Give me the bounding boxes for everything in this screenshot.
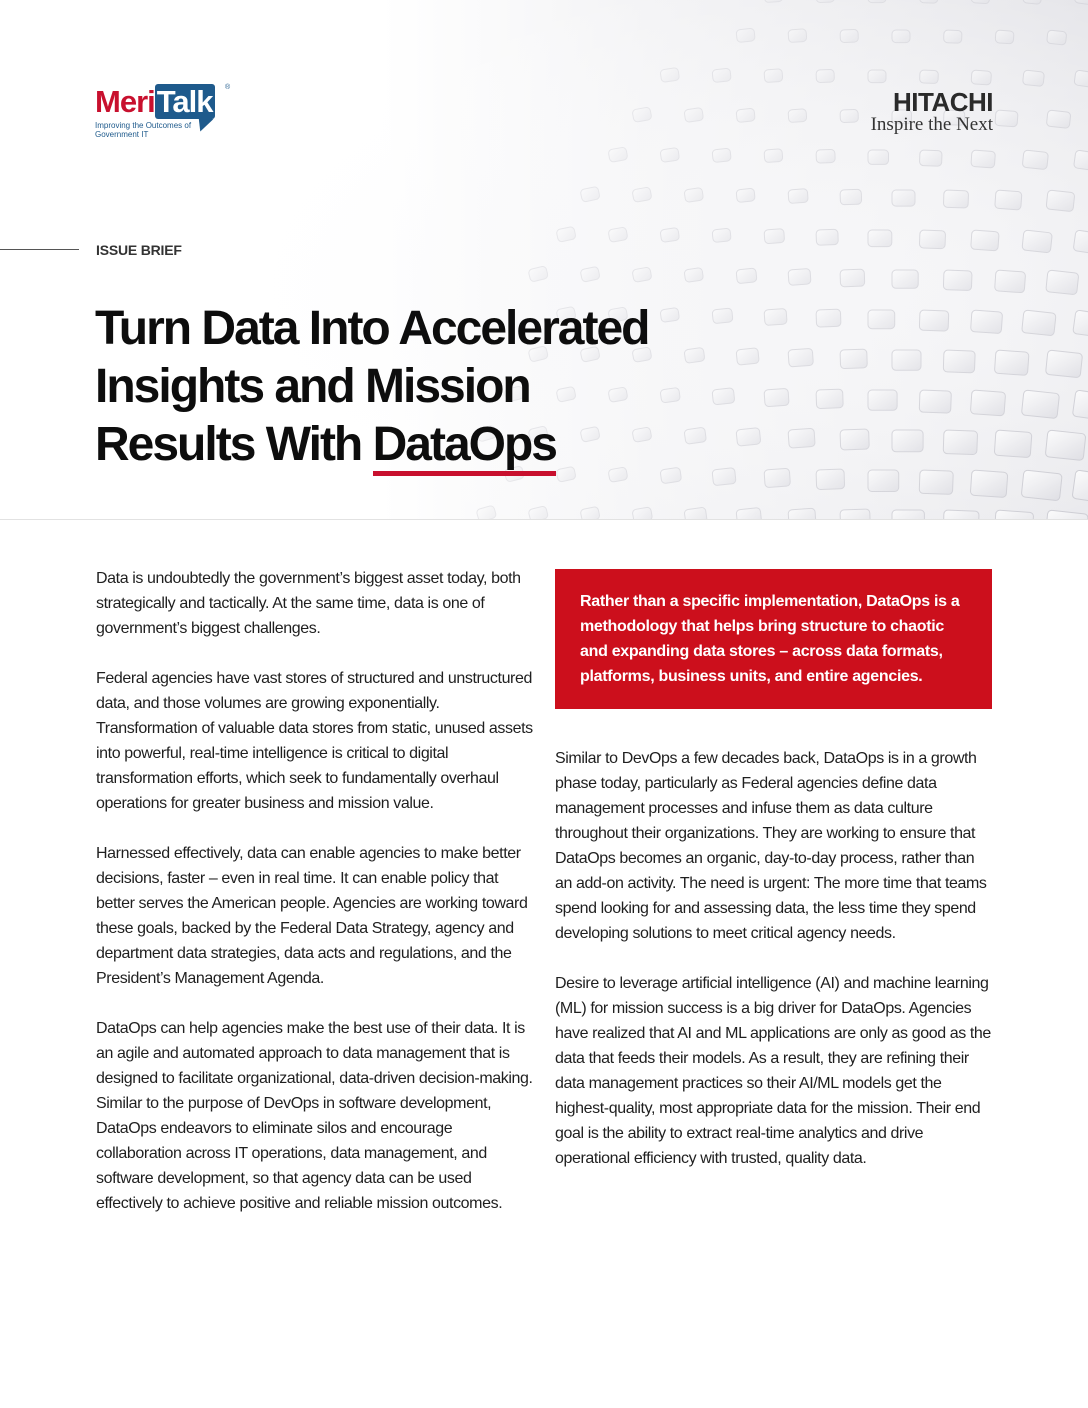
hero-cube bbox=[1047, 30, 1067, 45]
hero-cube bbox=[995, 30, 1014, 44]
hero-cube bbox=[1045, 430, 1086, 461]
title-line-2: Insights and Mission bbox=[95, 360, 530, 413]
hero-cube bbox=[920, 70, 939, 84]
meritalk-meri: Meri bbox=[95, 84, 155, 119]
section-rule bbox=[0, 249, 79, 250]
section-label: ISSUE BRIEF bbox=[96, 242, 182, 258]
hero-cube bbox=[943, 430, 977, 455]
hero-cube bbox=[892, 30, 910, 43]
hero-cube bbox=[660, 227, 680, 242]
hero-cube bbox=[944, 30, 962, 43]
hero-cube bbox=[816, 69, 834, 82]
hero-cube bbox=[1022, 310, 1056, 336]
hero-cube bbox=[868, 150, 889, 164]
body-paragraph: Data is undoubtedly the government’s biggest asset today, both strategically and tactically. At the same time, data is one of government’s biggest challenges. bbox=[96, 570, 521, 637]
hitachi-tagline: Inspire the Next bbox=[870, 114, 993, 135]
hero-cube bbox=[840, 349, 867, 369]
hero-cube bbox=[736, 348, 759, 365]
hero-cube bbox=[712, 68, 731, 82]
hero-cube bbox=[684, 187, 704, 202]
hero-cube bbox=[764, 229, 785, 244]
hero-cube bbox=[1021, 390, 1059, 419]
hero-cube bbox=[1045, 350, 1082, 378]
body-paragraph: Similar to DevOps a few decades back, DataOps is in a growth phase today, particularly as Federal agencies define data management processes and infuse them as data culture throughout their organizations. They are working to ensure that DataOps becomes an organic, day-to-day process, rather than an add-on activity. The need is urgent: The more time that teams spend looking for and assessing data, the less time they spend developing solutions to meet critical agency needs. bbox=[555, 750, 987, 942]
hero-cube bbox=[764, 69, 783, 83]
hero-cube bbox=[1046, 270, 1079, 295]
hero-cube bbox=[840, 29, 858, 42]
page-title bbox=[95, 300, 735, 474]
right-column bbox=[555, 566, 995, 1196]
hero-cube bbox=[840, 269, 865, 287]
hero-cube bbox=[971, 230, 999, 251]
title-line-3 bbox=[95, 416, 735, 474]
hero-cube bbox=[892, 270, 918, 288]
hero-cube bbox=[840, 189, 862, 205]
title-line-3-prefix: Results With bbox=[95, 418, 373, 471]
hero-cube bbox=[919, 230, 945, 249]
hero-cube bbox=[1074, 150, 1088, 171]
body-paragraph: Federal agencies have vast stores of structured and unstructured data, and those volumes are growing exponentially. Transformation of valuable data stores from static, unused assets into powerful, real-time intelligence is critical to digital transformation efforts, which seek to fundamentally overhaul operations for greater business and mission value. bbox=[96, 670, 533, 812]
title-line-1: Turn Data Into Accelerated bbox=[95, 302, 649, 355]
body-paragraph: Harnessed effectively, data can enable agencies to make better decisions, faster – even in real time. It can enable policy that better serves the American people. Agencies are working toward these goals, backed by the Federal Data Strategy, agency and department data strategies, data acts and regulations, and the President’s Management Agenda. bbox=[96, 845, 528, 987]
hero-cube bbox=[970, 390, 1005, 416]
hero-cube bbox=[1074, 70, 1088, 88]
hero-cube bbox=[608, 147, 628, 163]
hero-cube bbox=[868, 470, 899, 492]
hero-cube bbox=[994, 430, 1032, 458]
hero-cube bbox=[868, 230, 892, 247]
hero-cube bbox=[919, 470, 953, 494]
hitachi-name: HITACHI bbox=[892, 87, 993, 117]
hero-cube bbox=[971, 150, 996, 168]
hero-cube bbox=[816, 229, 838, 245]
hero-cube bbox=[868, 310, 895, 329]
hero-cube bbox=[788, 189, 808, 204]
hero-cube bbox=[736, 28, 755, 42]
hero-cube bbox=[994, 350, 1029, 375]
body-paragraph: DataOps can help agencies make the best use of their data. It is an agile and automated approach to data management that is designed to facilitate organizational, data-driven decision-making. Similar to the purpose of DevOps in software development, DataOps endeavors to eliminate silos and encourage collaboration across IT operations, data management, and software development, so that agency data can be used effectively to achieve positive and reliable mission outcomes. bbox=[96, 1020, 533, 1212]
hero-cube bbox=[995, 190, 1022, 210]
hero-cube bbox=[712, 228, 731, 242]
meritalk-logo bbox=[95, 84, 235, 144]
meritalk-registered-mark: ® bbox=[225, 84, 231, 91]
hero-cube bbox=[684, 107, 704, 122]
hero-cube bbox=[736, 108, 755, 122]
hero-cube bbox=[660, 67, 680, 82]
hero-cube bbox=[1022, 230, 1052, 253]
hero-cube bbox=[995, 110, 1018, 127]
hero-cube bbox=[788, 268, 811, 285]
hero-cube bbox=[868, 0, 886, 3]
hero-cube bbox=[943, 270, 972, 291]
hero-cube bbox=[684, 267, 704, 282]
hero-cube bbox=[868, 390, 897, 410]
hero-cube bbox=[816, 469, 845, 490]
hero-cube bbox=[736, 268, 757, 284]
hero-cube bbox=[971, 70, 992, 85]
hero-cube bbox=[943, 190, 968, 208]
hero-cube bbox=[632, 267, 652, 283]
hero-cube bbox=[892, 350, 921, 370]
hero-cube bbox=[788, 29, 807, 43]
hero-cube bbox=[943, 350, 975, 373]
hero-cube bbox=[1046, 110, 1071, 128]
hero-cube bbox=[970, 470, 1008, 498]
hero-cube bbox=[1073, 230, 1088, 255]
hero-cube bbox=[736, 188, 755, 202]
hero-cube bbox=[892, 190, 915, 206]
hero-cube bbox=[816, 149, 835, 163]
hero-cube bbox=[920, 0, 938, 3]
hero-cube bbox=[764, 388, 789, 406]
hero-cube bbox=[1073, 310, 1088, 338]
hero-cube bbox=[971, 310, 1003, 334]
hero-cube bbox=[995, 270, 1026, 293]
hero-cube bbox=[1022, 70, 1044, 86]
hero-cube bbox=[1021, 470, 1062, 501]
hero-cube bbox=[816, 0, 834, 3]
hero-cube bbox=[660, 147, 680, 162]
hero-cube bbox=[632, 107, 652, 123]
hero-cube bbox=[816, 389, 843, 409]
hero-cube bbox=[1046, 190, 1075, 212]
hero-cube bbox=[764, 468, 790, 487]
hero-cube bbox=[632, 187, 652, 203]
hero-cube bbox=[892, 430, 923, 452]
hero-cube bbox=[868, 70, 886, 83]
hero-cube bbox=[736, 428, 761, 447]
pull-quote-callout: Rather than a specific implementation, DataOps is a methodology that helps bring structure to chaotic and expanding data stores – across data formats, platforms, business units, and entire agencies. bbox=[555, 569, 992, 709]
hero-cube bbox=[712, 148, 731, 162]
hero-cube bbox=[788, 109, 807, 123]
meritalk-tagline: Improving the Outcomes of Government IT bbox=[95, 121, 192, 139]
body-paragraph: Desire to leverage artificial intelligence (AI) and machine learning (ML) for mission success is a big driver for DataOps. Agencies have realized that AI and ML applications are only as good as the data that feeds their models. As a result, they are refining their data management practices so their AI/ML models get the highest-quality, most appropriate data for the mission. Their end goal is the ability to extract real-time analytics and drive operational efficiency with trusted, quality data. bbox=[555, 975, 991, 1167]
left-column bbox=[96, 566, 536, 1241]
hero-cube bbox=[764, 308, 787, 325]
meritalk-talk: Talk bbox=[155, 84, 216, 119]
hero-cube bbox=[764, 149, 783, 163]
hero-cube bbox=[608, 227, 628, 243]
hero-cube bbox=[919, 310, 948, 331]
hero-cube bbox=[840, 429, 869, 450]
hero-bottom-rule bbox=[0, 519, 1088, 520]
hero-cube bbox=[919, 390, 951, 413]
hero-cube bbox=[919, 150, 942, 166]
hero-cube bbox=[1022, 150, 1048, 170]
hero-cube bbox=[816, 309, 841, 327]
title-emphasis: DataOps bbox=[373, 418, 556, 476]
hitachi-logo bbox=[843, 88, 993, 138]
hero-cube bbox=[788, 428, 815, 448]
hero-cube bbox=[788, 348, 813, 367]
